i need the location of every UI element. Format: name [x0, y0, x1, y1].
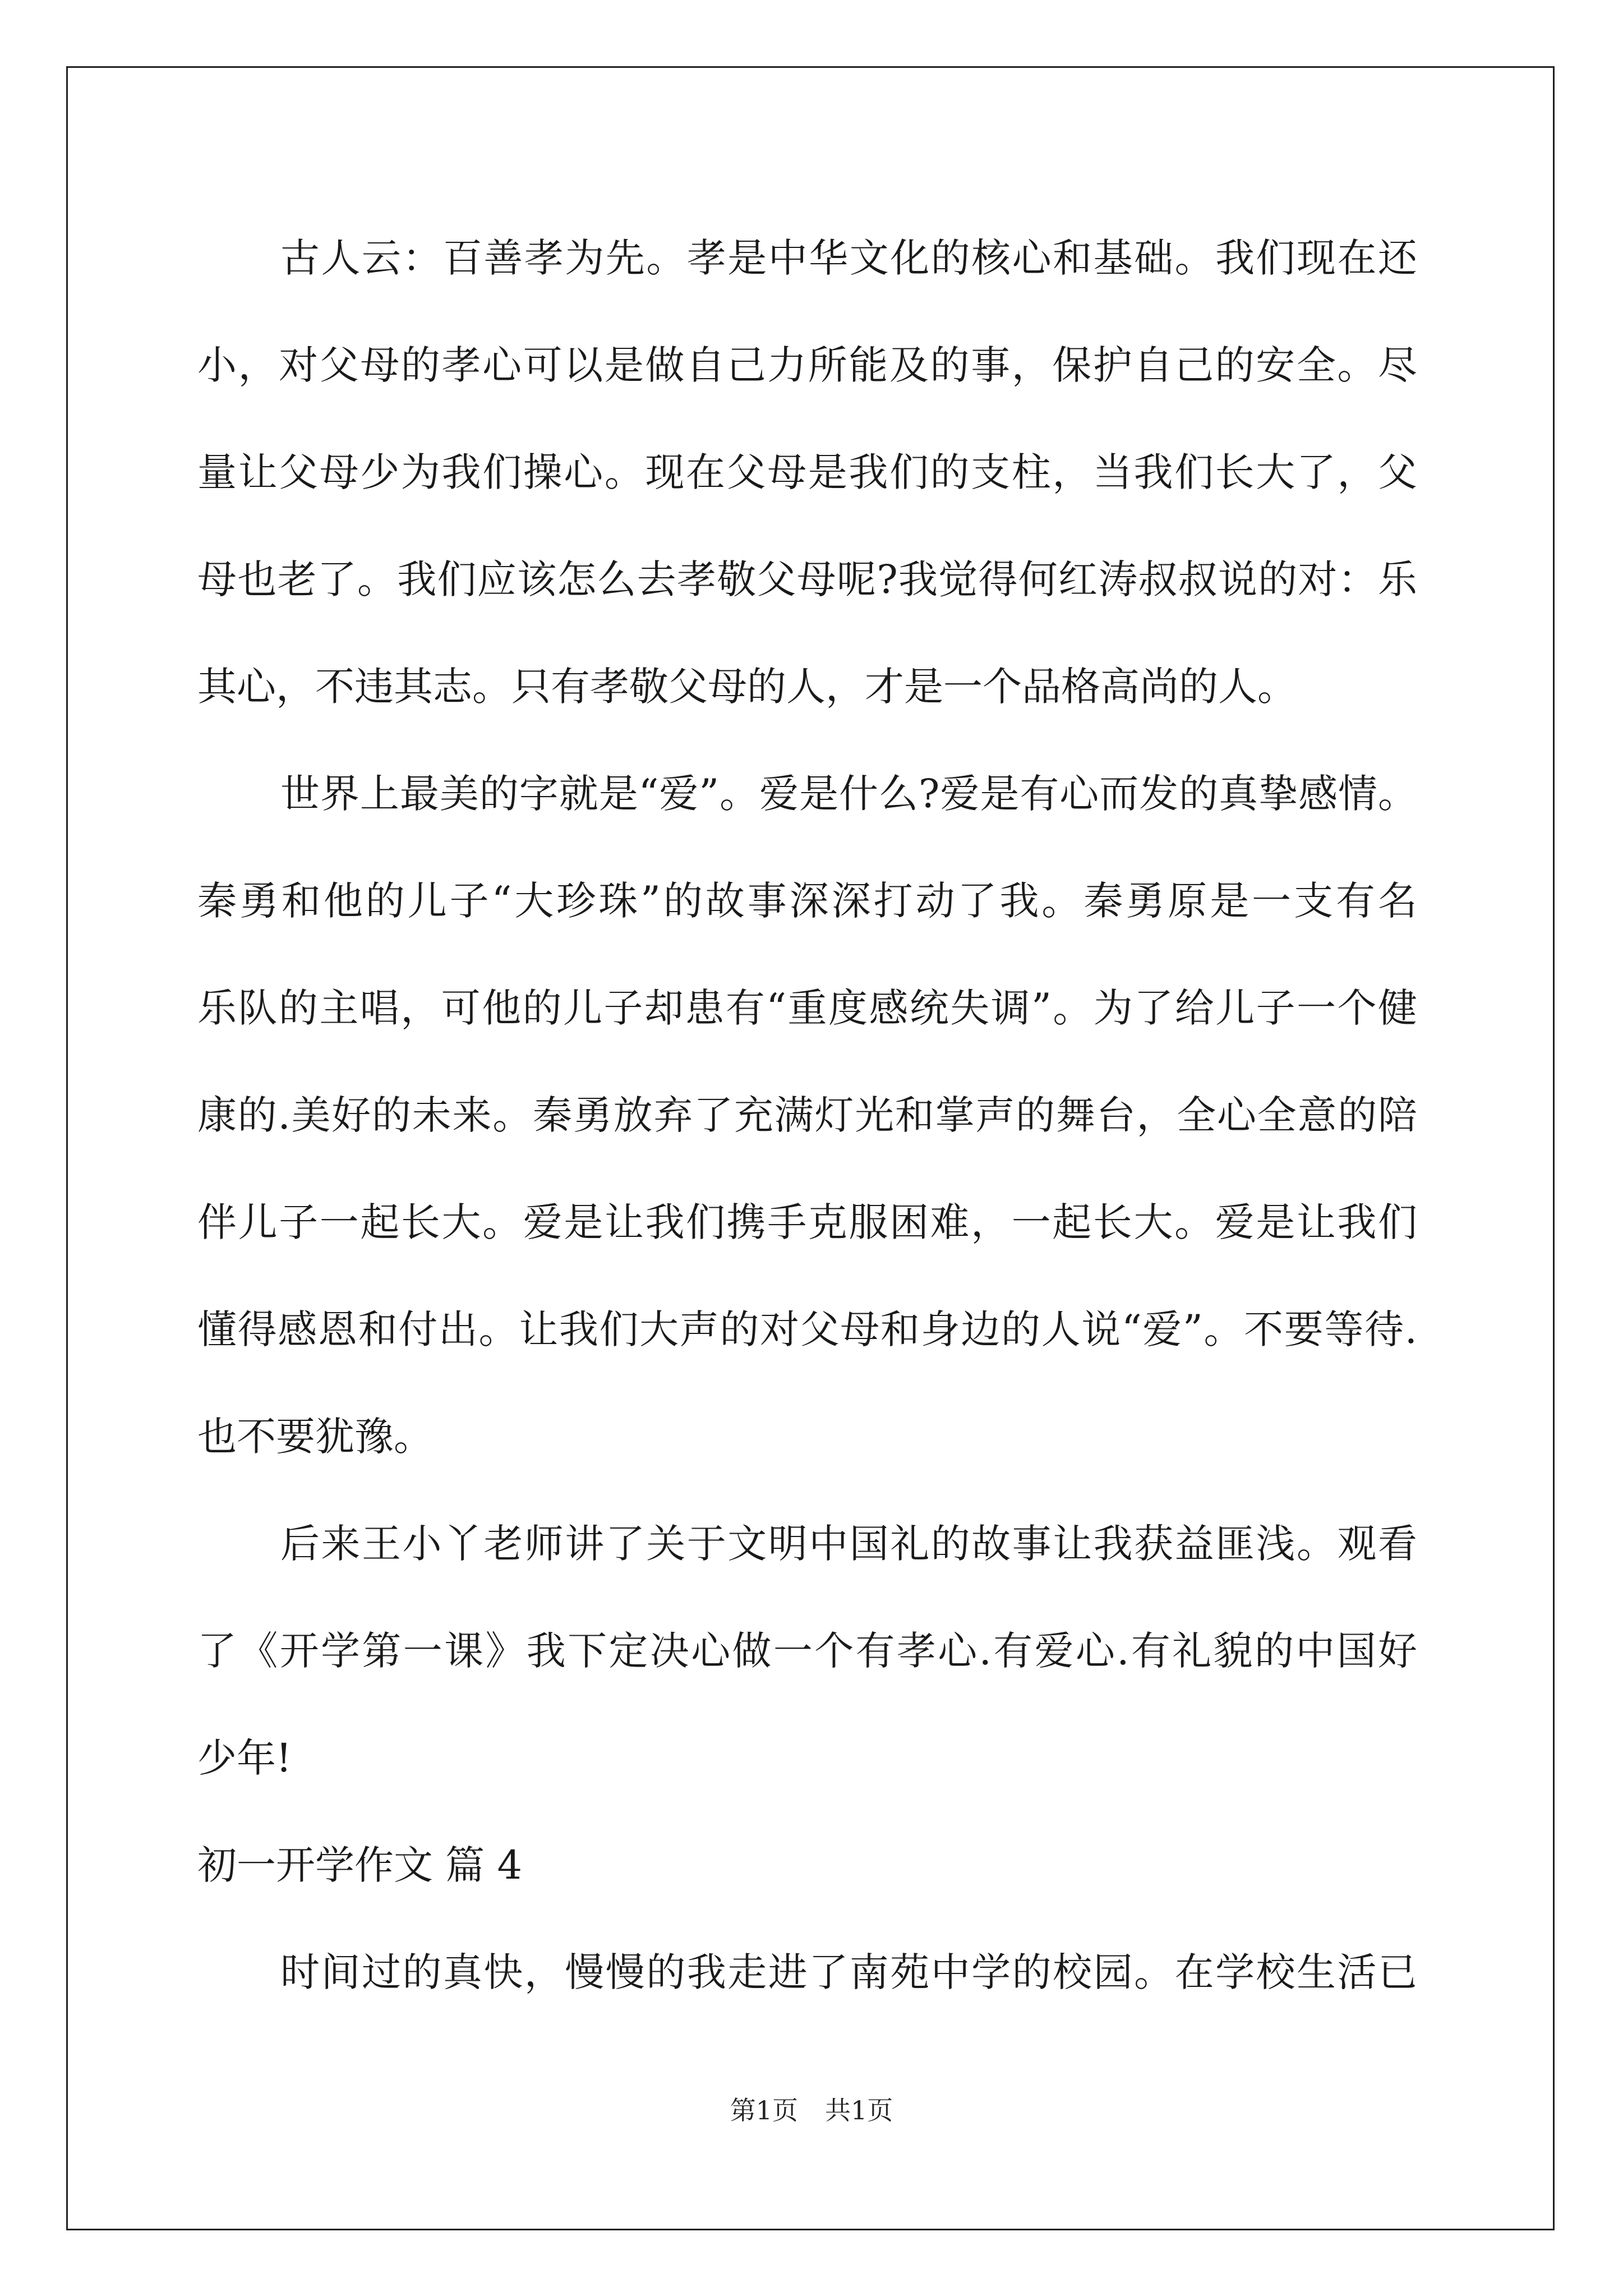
paragraph-1-line-5: 其心，不违其志。只有孝敬父母的人，才是一个品格高尚的人。: [197, 664, 1297, 710]
paragraph-2-line-5: 伴儿子一起长大。爱是让我们携手克服困难，一起长大。爱是让我们: [197, 1199, 1417, 1245]
paragraph-1-line-1: 古人云：百善孝为先。孝是中华文化的核心和基础。我们现在还: [280, 235, 1417, 281]
paragraph-2-line-2: 秦勇和他的儿子“大珍珠”的故事深深打动了我。秦勇原是一支有名: [197, 878, 1417, 924]
section-heading: 初一开学作文 篇 4: [197, 1842, 523, 1888]
paragraph-3-line-1: 后来王小丫老师讲了关于文明中国礼的故事让我获益匪浅。观看: [280, 1521, 1417, 1567]
paragraph-1-line-3: 量让父母少为我们操心。现在父母是我们的支柱，当我们长大了，父: [197, 449, 1417, 495]
paragraph-3-line-3: 少年!: [197, 1735, 292, 1781]
page-number: 第1页: [730, 2095, 798, 2125]
paragraph-4-line-1: 时间过的真快，慢慢的我走进了南苑中学的校园。在学校生活已: [280, 1949, 1417, 1995]
paragraph-1-line-4: 母也老了。我们应该怎么去孝敬父母呢?我觉得何红涛叔叔说的对：乐: [197, 556, 1417, 602]
paragraph-2-line-4: 康的.美好的未来。秦勇放弃了充满灯光和掌声的舞台，全心全意的陪: [197, 1092, 1417, 1138]
paragraph-2-line-6: 懂得感恩和付出。让我们大声的对父母和身边的人说“爱”。不要等待.: [197, 1306, 1417, 1352]
paragraph-2-line-1: 世界上最美的字就是“爱”。爱是什么?爱是有心而发的真挚感情。: [280, 771, 1417, 817]
page-footer: [0, 2093, 1623, 2127]
paragraph-3-line-2: 了《开学第一课》我下定决心做一个有孝心.有爱心.有礼貌的中国好: [197, 1628, 1418, 1674]
document-body: [197, 205, 1417, 2026]
paragraph-2-line-7: 也不要犹豫。: [197, 1414, 433, 1460]
paragraph-2-line-3: 乐队的主唱，可他的儿子却患有“重度感统失调”。为了给儿子一个健: [197, 985, 1417, 1031]
page-total: 共1页: [825, 2095, 893, 2125]
paragraph-1-line-2: 小，对父母的孝心可以是做自己力所能及的事，保护自己的安全。尽: [197, 342, 1417, 388]
